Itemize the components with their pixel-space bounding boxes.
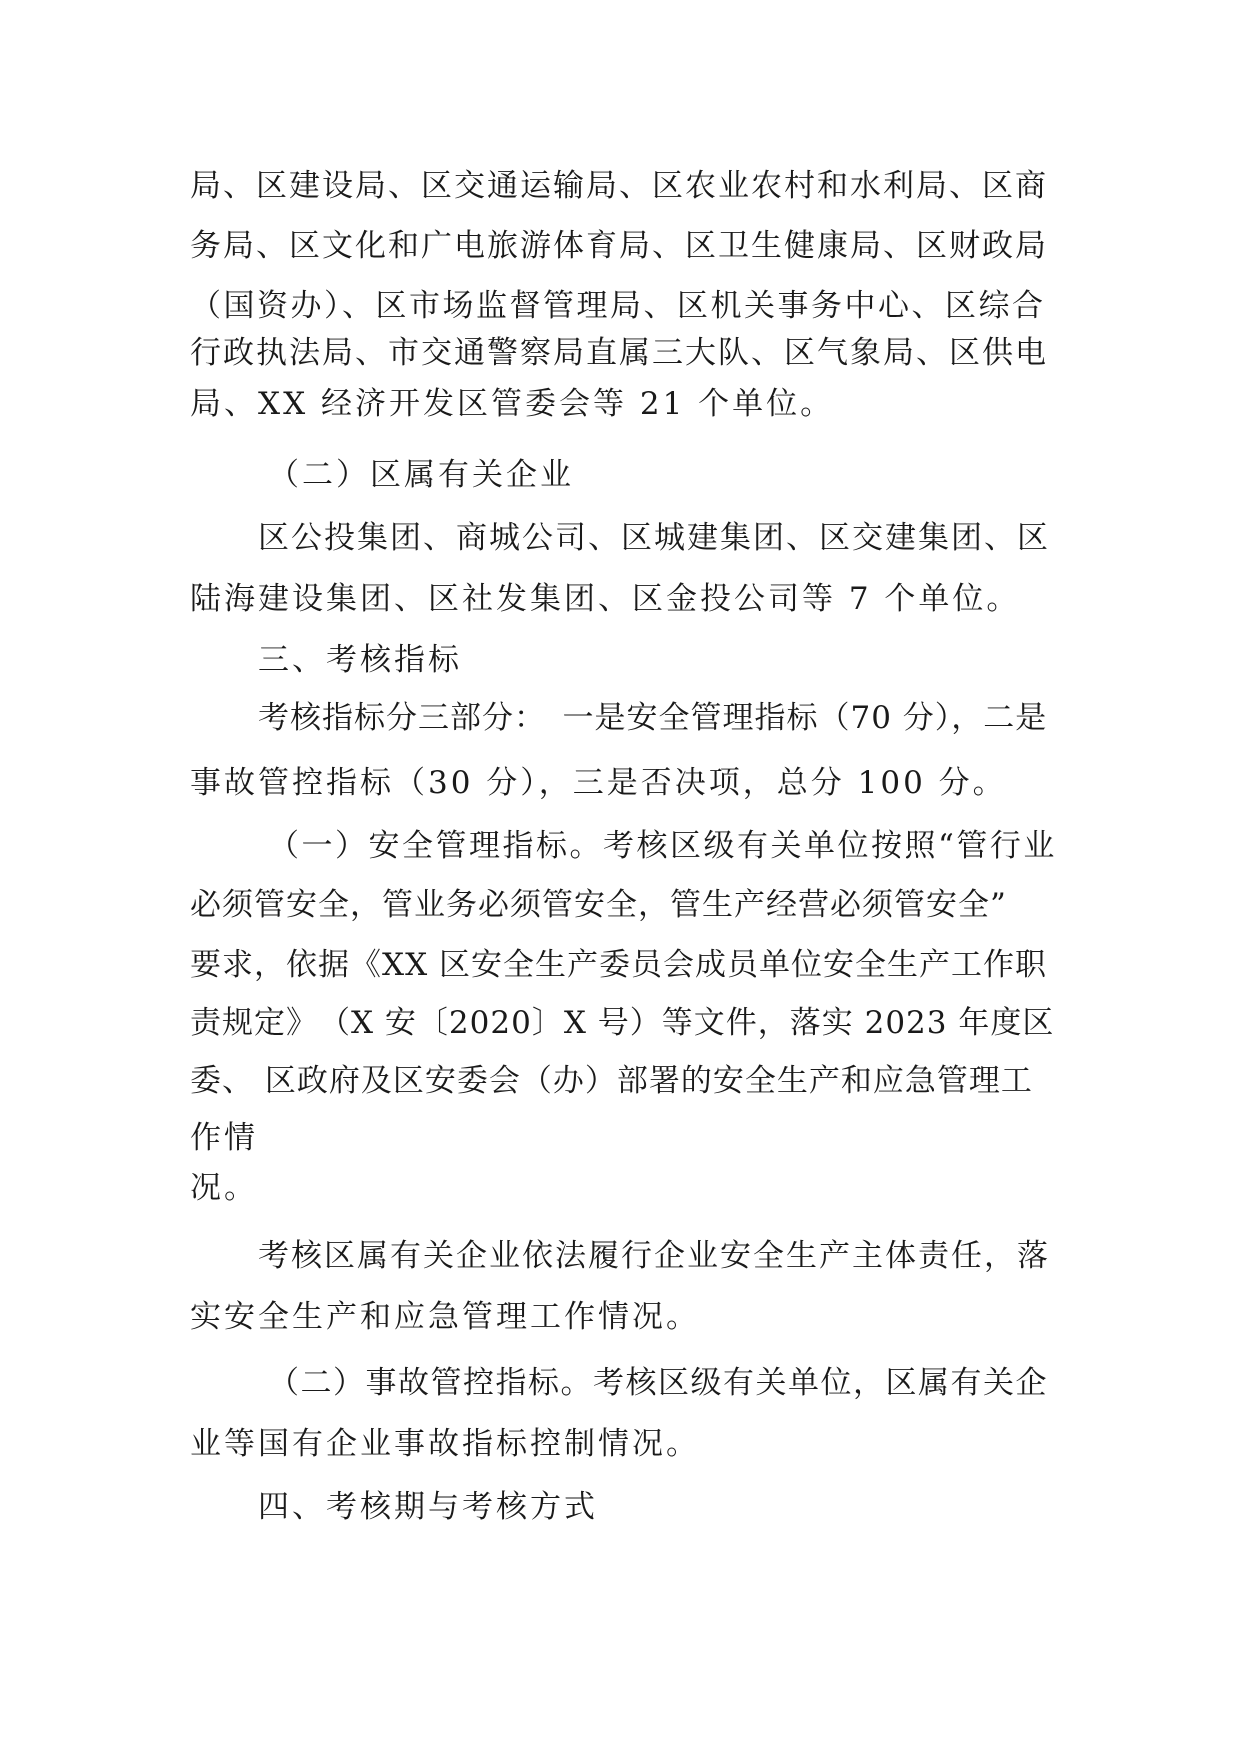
section-subheading: （二）区属有关企业 <box>268 457 574 493</box>
body-text-line: （国资办）、区市场监督管理局、区机关事务中心、区综合 <box>190 288 1046 324</box>
section-heading: 三、考核指标 <box>258 642 462 678</box>
body-text-line: 行政执法局、市交通警察局直属三大队、区气象局、区供电 <box>190 335 1048 371</box>
body-text-line: 责规定》 （X 安〔2020〕X 号）等文件，落实 2023 年度区 <box>190 1005 1055 1041</box>
body-text-line: 业等国有企业事故指标控制情况。 <box>190 1426 700 1462</box>
body-text-line: 考核区属有关企业依法履行企业安全生产主体责任，落 <box>258 1238 1050 1274</box>
body-text-line: 况。 <box>190 1170 258 1206</box>
body-text-line: 委、 区政府及区安委会（办）部署的安全生产和应急管理工 <box>190 1063 1033 1099</box>
body-text-line: 务局、区文化和广电旅游体育局、区卫生健康局、区财政局 <box>190 228 1048 264</box>
body-text-line: 事故管控指标（30 分），三是否决项，总分 100 分。 <box>190 765 1007 801</box>
body-text-line: 要求，依据《XX 区安全生产委员会成员单位安全生产工作职 <box>190 947 1047 983</box>
body-text-line: 局、区建设局、区交通运输局、区农业农村和水利局、区商 <box>190 168 1048 204</box>
body-text-line: 区公投集团、商城公司、区城建集团、区交建集团、区 <box>258 520 1050 556</box>
body-text-line: （二）事故管控指标。考核区级有关单位，区属有关企 <box>268 1365 1048 1401</box>
body-text-line: 考核指标分三部分： 一是安全管理指标（70 分），二是 <box>258 700 1048 736</box>
section-heading: 四、考核期与考核方式 <box>258 1489 598 1525</box>
body-text-line: 陆海建设集团、区社发集团、区金投公司等 7 个单位。 <box>190 581 1021 617</box>
body-text-line: 作情 <box>190 1120 258 1156</box>
body-text-line: 实安全生产和应急管理工作情况。 <box>190 1299 700 1335</box>
body-text-line: 局、XX 经济开发区管委会等 21 个单位。 <box>190 386 835 422</box>
body-text-line: （一）安全管理指标。考核区级有关单位按照“管行业 <box>268 828 1057 864</box>
body-text-line: 必须管安全，管业务必须管安全，管生产经营必须管安全” <box>190 887 1007 923</box>
